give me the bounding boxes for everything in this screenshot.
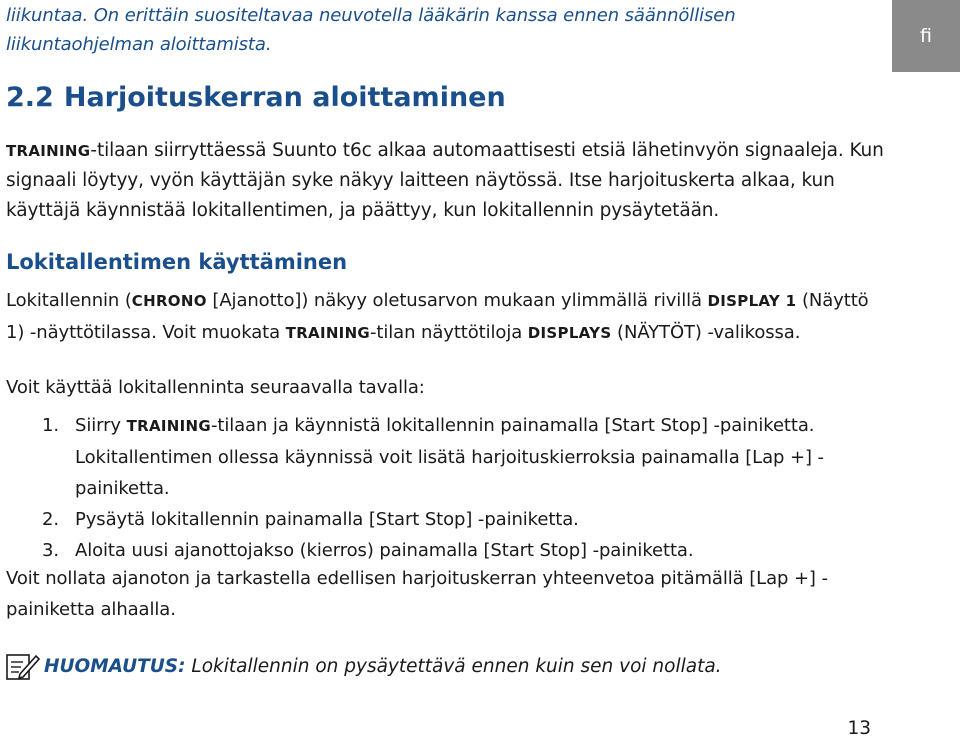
subsection-heading: Lokitallentimen käyttäminen xyxy=(6,250,348,274)
section-heading xyxy=(6,82,886,113)
section-number: 2.2 xyxy=(6,82,54,113)
list-item xyxy=(6,535,886,566)
list-item xyxy=(6,410,886,504)
chrono-term: CHRONO xyxy=(131,292,207,310)
displays-term: DISPLAYS xyxy=(527,324,612,342)
language-tab-label: fi xyxy=(920,25,932,47)
list-item xyxy=(6,504,886,535)
step-number: 3. xyxy=(42,540,59,561)
note-label: HUOMAUTUS: xyxy=(44,656,186,677)
body-text: -tilan näyttötiloja xyxy=(370,322,528,343)
display-term: DISPLAY 1 xyxy=(707,292,797,310)
step-text: Pysäytä lokitallennin painamalla [Start Stop] -painiketta. xyxy=(75,509,579,530)
training-mode-term: TRAINING xyxy=(126,417,211,435)
body-text: [Ajanotto]) näkyy oletusarvon mukaan ylimmällä rivillä xyxy=(206,290,708,311)
body-text: (Näyttö 1) -näyttötilassa. Voit muokata xyxy=(6,290,869,343)
step-number: 2. xyxy=(42,509,59,530)
intro-paragraph xyxy=(6,136,886,226)
step-text: -tilaan ja käynnistä lokitallennin painamalla [Start Stop] -painiketta. Lokitallentimen ollessa käynnissä voit lisätä harjoituskierroksia painamalla [Lap +] -painiketta. xyxy=(75,415,824,499)
steps-list xyxy=(6,410,886,566)
logger-description xyxy=(6,285,886,349)
note-text: Lokitallennin on pysäytettävä ennen kuin sen voi nollata. xyxy=(185,656,722,677)
note-callout xyxy=(6,652,886,682)
page-number: 13 xyxy=(847,718,871,739)
section-title: Harjoituskerran aloittaminen xyxy=(63,82,506,113)
training-mode-term: TRAINING xyxy=(285,324,371,342)
lead-paragraph: liikuntaa. On erittäin suositeltavaa neuvotella lääkärin kanssa ennen säännöllisen liikuntaohjelman aloittamista. xyxy=(6,5,736,55)
note-pencil-icon xyxy=(6,652,40,682)
usage-intro: Voit käyttää lokitallenninta seuraavalla tavalla: xyxy=(6,377,425,398)
training-mode-term: TRAINING xyxy=(6,142,91,160)
reset-paragraph: Voit nollata ajanoton ja tarkastella edellisen harjoituskerran yhteenvetoa pitämällä [Lap +] -painiketta alhaalla. xyxy=(6,568,828,620)
body-text: Lokitallennin ( xyxy=(6,290,132,311)
step-text: Siirry xyxy=(75,415,127,436)
step-text: Aloita uusi ajanottojakso (kierros) painamalla [Start Stop] -painiketta. xyxy=(75,540,694,561)
step-number: 1. xyxy=(42,415,59,436)
language-tab xyxy=(892,0,960,72)
intro-text: -tilaan siirryttäessä Suunto t6c alkaa automaattisesti etsiä lähetinvyön signaaleja. Kun signaali löytyy, vyön käyttäjän syke näkyy laitteen näytössä. Itse harjoituskerta alkaa, kun käyttäjä käynnistää lokitallentimen, ja päättyy, kun lokitallennin pysäytetään. xyxy=(6,140,884,221)
body-text: (NÄYTÖT) -valikossa. xyxy=(611,322,801,343)
